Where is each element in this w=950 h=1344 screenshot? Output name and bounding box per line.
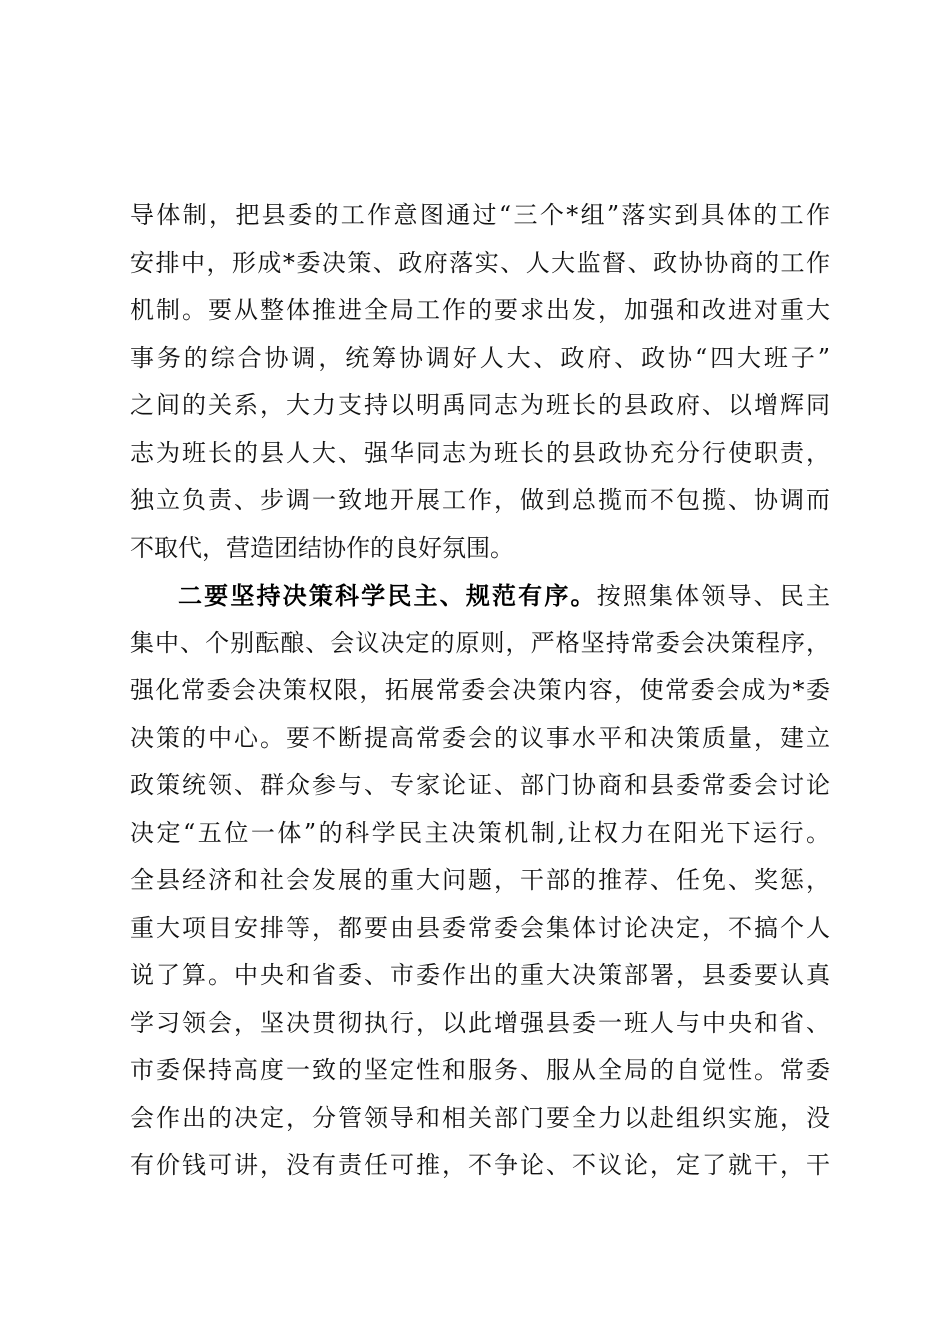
text-line: 独立负责、步调一致地开展工作，做到总揽而不包揽、协调而 bbox=[130, 486, 830, 514]
text-line: 之间的关系，大力支持以明禹同志为班长的县政府、以增辉同 bbox=[130, 391, 830, 419]
text-line: 志为班长的县人大、强华同志为班长的县政协充分行使职责， bbox=[130, 438, 830, 467]
text-line: 事务的综合协调，统筹协调好人大、政府、政协“四大班子” bbox=[130, 343, 830, 372]
paragraph-2-first-line bbox=[130, 572, 830, 620]
paragraph-2 bbox=[130, 572, 830, 1190]
text-line: 说了算。中央和省委、市委作出的重大决策部署，县委要认真 bbox=[130, 961, 830, 989]
text-line: 集中、个别酝酿、会议决定的原则，严格坚持常委会决策程序， bbox=[130, 628, 830, 657]
text-line: 机制。要从整体推进全局工作的要求出发，加强和改进对重大 bbox=[130, 296, 830, 324]
text-line: 全县经济和社会发展的重大问题，干部的推荐、任免、奖惩， bbox=[130, 866, 830, 894]
paragraph-heading: 二要坚持决策科学民主、规范有序。 bbox=[178, 581, 597, 610]
text-line: 重大项目安排等，都要由县委常委会集体讨论决定，不搞个人 bbox=[130, 913, 830, 942]
text-line: 有价钱可讲，没有责任可推，不争论、不议论，定了就干，干 bbox=[130, 1151, 830, 1179]
text-line: 决定“五位一体”的科学民主决策机制,让权力在阳光下运行。 bbox=[130, 818, 830, 847]
text-line: 导体制，把县委的工作意图通过“三个*组”落实到具体的工作 bbox=[130, 201, 830, 229]
text-line: 学习领会，坚决贯彻执行，以此增强县委一班人与中央和省、 bbox=[130, 1008, 830, 1037]
text-line: 市委保持高度一致的坚定性和服务、服从全局的自觉性。常委 bbox=[130, 1056, 830, 1084]
text-line: 安排中，形成*委决策、政府落实、人大监督、政协协商的工作 bbox=[130, 248, 830, 277]
document-body bbox=[130, 192, 830, 1190]
text-line: 强化常委会决策权限，拓展常委会决策内容，使常委会成为*委 bbox=[130, 676, 830, 704]
text-run: 按照集体领导、民主 bbox=[596, 582, 831, 610]
text-line: 政策统领、群众参与、专家论证、部门协商和县委常委会讨论 bbox=[130, 771, 830, 799]
text-line: 决策的中心。要不断提高常委会的议事水平和决策质量，建立 bbox=[130, 723, 830, 752]
text-line: 会作出的决定，分管领导和相关部门要全力以赴组织实施，没 bbox=[130, 1103, 830, 1132]
paragraph-1 bbox=[130, 192, 830, 572]
text-line: 不取代，营造团结协作的良好氛围。 bbox=[130, 533, 514, 562]
